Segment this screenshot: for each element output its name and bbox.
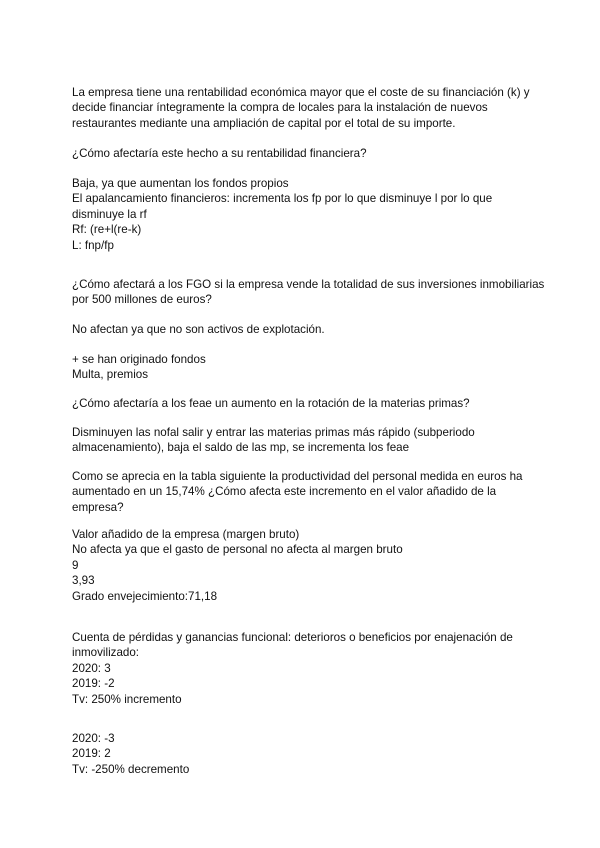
answer-line: L: fnp/fp	[72, 238, 114, 252]
answer-2	[72, 322, 542, 337]
answer-4	[72, 527, 542, 604]
answer-line: El apalancamiento financieros: incrementa los fp por lo que disminuye l por lo que	[72, 192, 493, 206]
section-line: 2020: -3	[72, 732, 115, 745]
intro-line: La empresa tiene una rentabilidad económica mayor que el coste de su financiación (k) y	[72, 86, 530, 99]
answer-line: Valor añadido de la empresa (margen bruto)	[72, 528, 300, 541]
section-line: inmovilizado:	[72, 646, 140, 660]
answer-line: No afectan ya que no son activos de explotación.	[72, 323, 325, 336]
question-line: por 500 millones de euros?	[72, 293, 212, 307]
question-4	[72, 469, 542, 515]
answer-1	[72, 176, 542, 253]
question-3	[72, 396, 542, 411]
note-line: + se han originado fondos	[72, 353, 206, 366]
intro-paragraph	[72, 85, 542, 131]
question-line: Como se aprecia en la tabla siguiente la productividad del personal medida en euros ha	[72, 470, 523, 483]
answer-line: almacenamiento), baja el saldo de las mp, se incrementa los feae	[72, 441, 410, 455]
section-6	[72, 731, 542, 777]
answer-line: Rf: (re+l(re-k)	[72, 223, 142, 237]
answer-line: disminuye la rf	[72, 207, 147, 221]
answer-line: 9	[72, 558, 79, 572]
question-line: aumentado en un 15,74% ¿Cómo afecta este incremento en el valor añadido de la	[72, 485, 497, 499]
answer-line: No afecta ya que el gasto de personal no afecta al margen bruto	[72, 543, 403, 557]
intro-line: restaurantes mediante una ampliación de capital por el total de su importe.	[72, 116, 456, 130]
question-line: ¿Cómo afectará a los FGO si la empresa vende la totalidad de sus inversiones inmobiliarias	[72, 278, 545, 291]
answer-line: 3,93	[72, 574, 95, 588]
section-line: 2019: 2	[72, 747, 111, 761]
note-line: Multa, premios	[72, 368, 149, 382]
question-1	[72, 146, 542, 161]
section-line: Cuenta de pérdidas y ganancias funcional: deterioros o beneficios por enajenación de	[72, 631, 513, 644]
section-line: 2020: 3	[72, 661, 111, 675]
answer-line: Disminuyen las nofal salir y entrar las materias primas más rápido (subperiodo	[72, 426, 475, 439]
question-line: empresa?	[72, 500, 124, 514]
section-line: Tv: -250% decremento	[72, 762, 190, 776]
answer-line: Grado envejecimiento:71,18	[72, 589, 218, 603]
answer-2-notes	[72, 352, 542, 383]
answer-line: Baja, ya que aumentan los fondos propios	[72, 177, 289, 190]
question-2	[72, 277, 545, 308]
section-5	[72, 630, 542, 707]
intro-line: decide financiar íntegramente la compra de locales para la instalación de nuevos	[72, 101, 488, 115]
answer-3	[72, 425, 542, 456]
section-line: Tv: 250% incremento	[72, 692, 182, 706]
question-line: ¿Cómo afectaría a los feae un aumento en la rotación de la materias primas?	[72, 397, 470, 410]
question-1-text: ¿Cómo afectaría este hecho a su rentabilidad financiera?	[72, 147, 367, 160]
section-line: 2019: -2	[72, 677, 115, 691]
